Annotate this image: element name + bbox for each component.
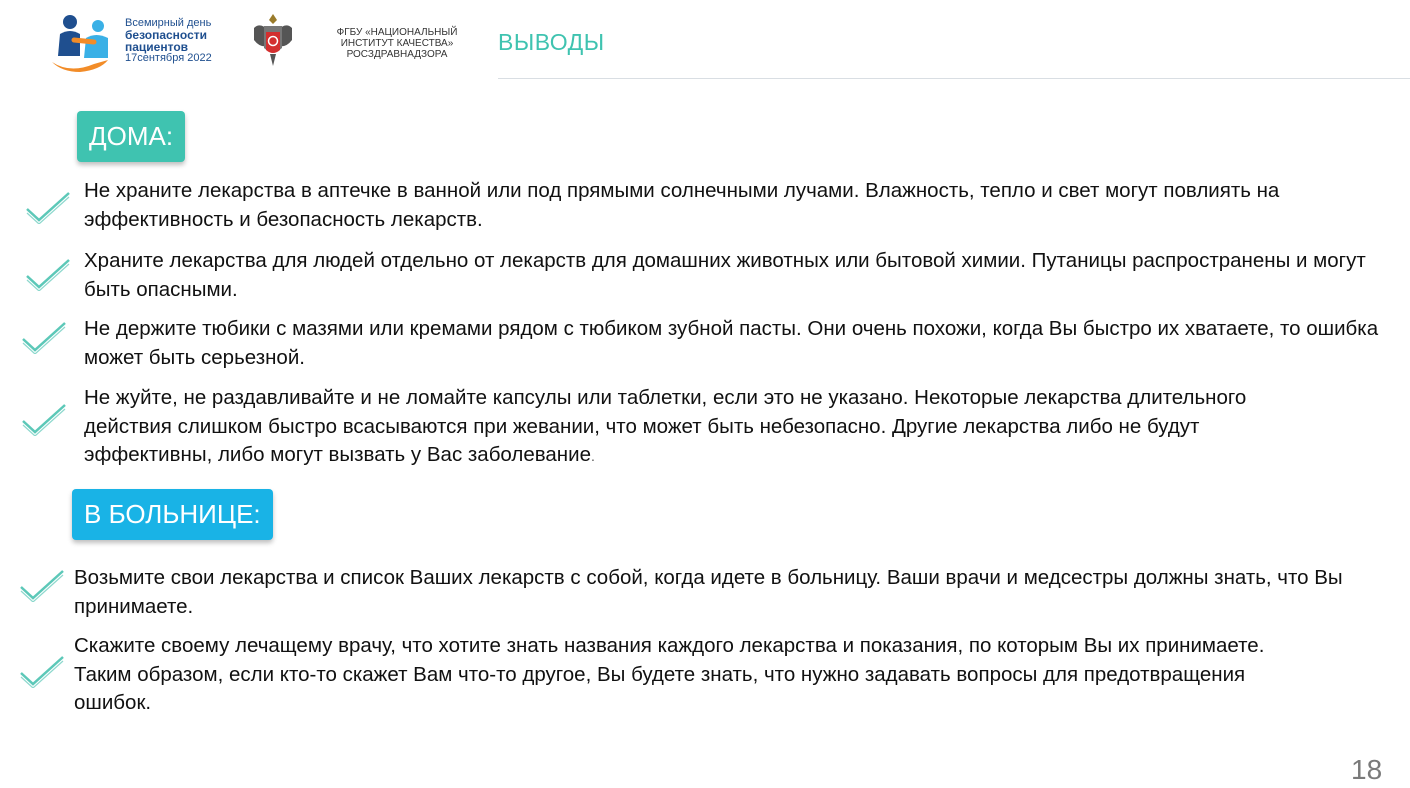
slide-title: ВЫВОДЫ — [498, 29, 605, 55]
logo-line-1: Всемирный день — [125, 17, 212, 29]
org-line-1: ФГБУ «НАЦИОНАЛЬНЫЙ — [336, 27, 458, 38]
checkmark-icon — [20, 320, 68, 354]
org-line-2: ИНСТИТУТ КАЧЕСТВА» — [340, 38, 454, 49]
page-number: 18 — [1351, 754, 1383, 785]
checkmark-icon — [18, 568, 66, 602]
home-item-3-text: Не держите тюбики с мазями или кремами рядом с тюбиком зубной пасты. Они очень похожи, когда Вы быстро их хватаете, то ошибка может быть серьезной. — [84, 317, 1379, 369]
hospital-item-2-text: Скажите своему лечащему врачу, что хотите знать названия каждого лекарства и показания, по которым Вы их принимаете. Таким образом, если кто-то скажет Вам что-то другое, Вы будете знать, что нужно задавать вопросы для предотвращения ошибок. — [74, 634, 1265, 714]
home-item-4-text — [84, 384, 1314, 471]
hospital-item-1-text: Возьмите свои лекарства и список Ваших лекарств с собой, когда идете в больницу. Ваши врачи и медсестры должны знать, что Вы принимаете. — [74, 566, 1343, 618]
org-line-3: РОСЗДРАВНАДЗОРА — [346, 49, 448, 60]
home-item-4-dot: . — [591, 448, 595, 464]
checkmark-icon — [18, 654, 66, 688]
home-item-2-text: Храните лекарства для людей отдельно от лекарств для домашних животных или бытовой химии. Путаницы распространены и могут быть опасными. — [84, 249, 1366, 301]
home-item-4-main: Не жуйте, не раздавливайте и не ломайте капсулы или таблетки, если это не указано. Некоторые лекарства длительного действия слишком быстро всасываются при жевании, что может быть небезопасно. Другие лекарства либо не будут эффективны, либо могут вызвать у Вас заболевание — [84, 386, 1247, 466]
roszdravnadzor-emblem — [250, 10, 296, 70]
checkmark-icon — [24, 257, 72, 291]
checkmark-icon — [24, 190, 72, 224]
patient-safety-day-text — [125, 18, 235, 64]
logo-line-3: пациентов — [125, 40, 189, 54]
checkmark-icon — [20, 402, 68, 436]
patient-safety-day-logo — [50, 12, 114, 74]
home-item-1-text: Не храните лекарства в аптечке в ванной или под прямыми солнечными лучами. Влажность, тепло и свет могут повлиять на эффективность и безопасность лекарств. — [84, 179, 1280, 231]
logo-date: 17сентября 2022 — [125, 52, 212, 64]
logo-line-2: безопасности — [125, 28, 208, 42]
section-badge-home: ДОМА: — [77, 111, 185, 162]
header-divider — [498, 78, 1410, 79]
organization-name — [326, 27, 468, 60]
section-badge-hospital: В БОЛЬНИЦЕ: — [72, 489, 273, 540]
